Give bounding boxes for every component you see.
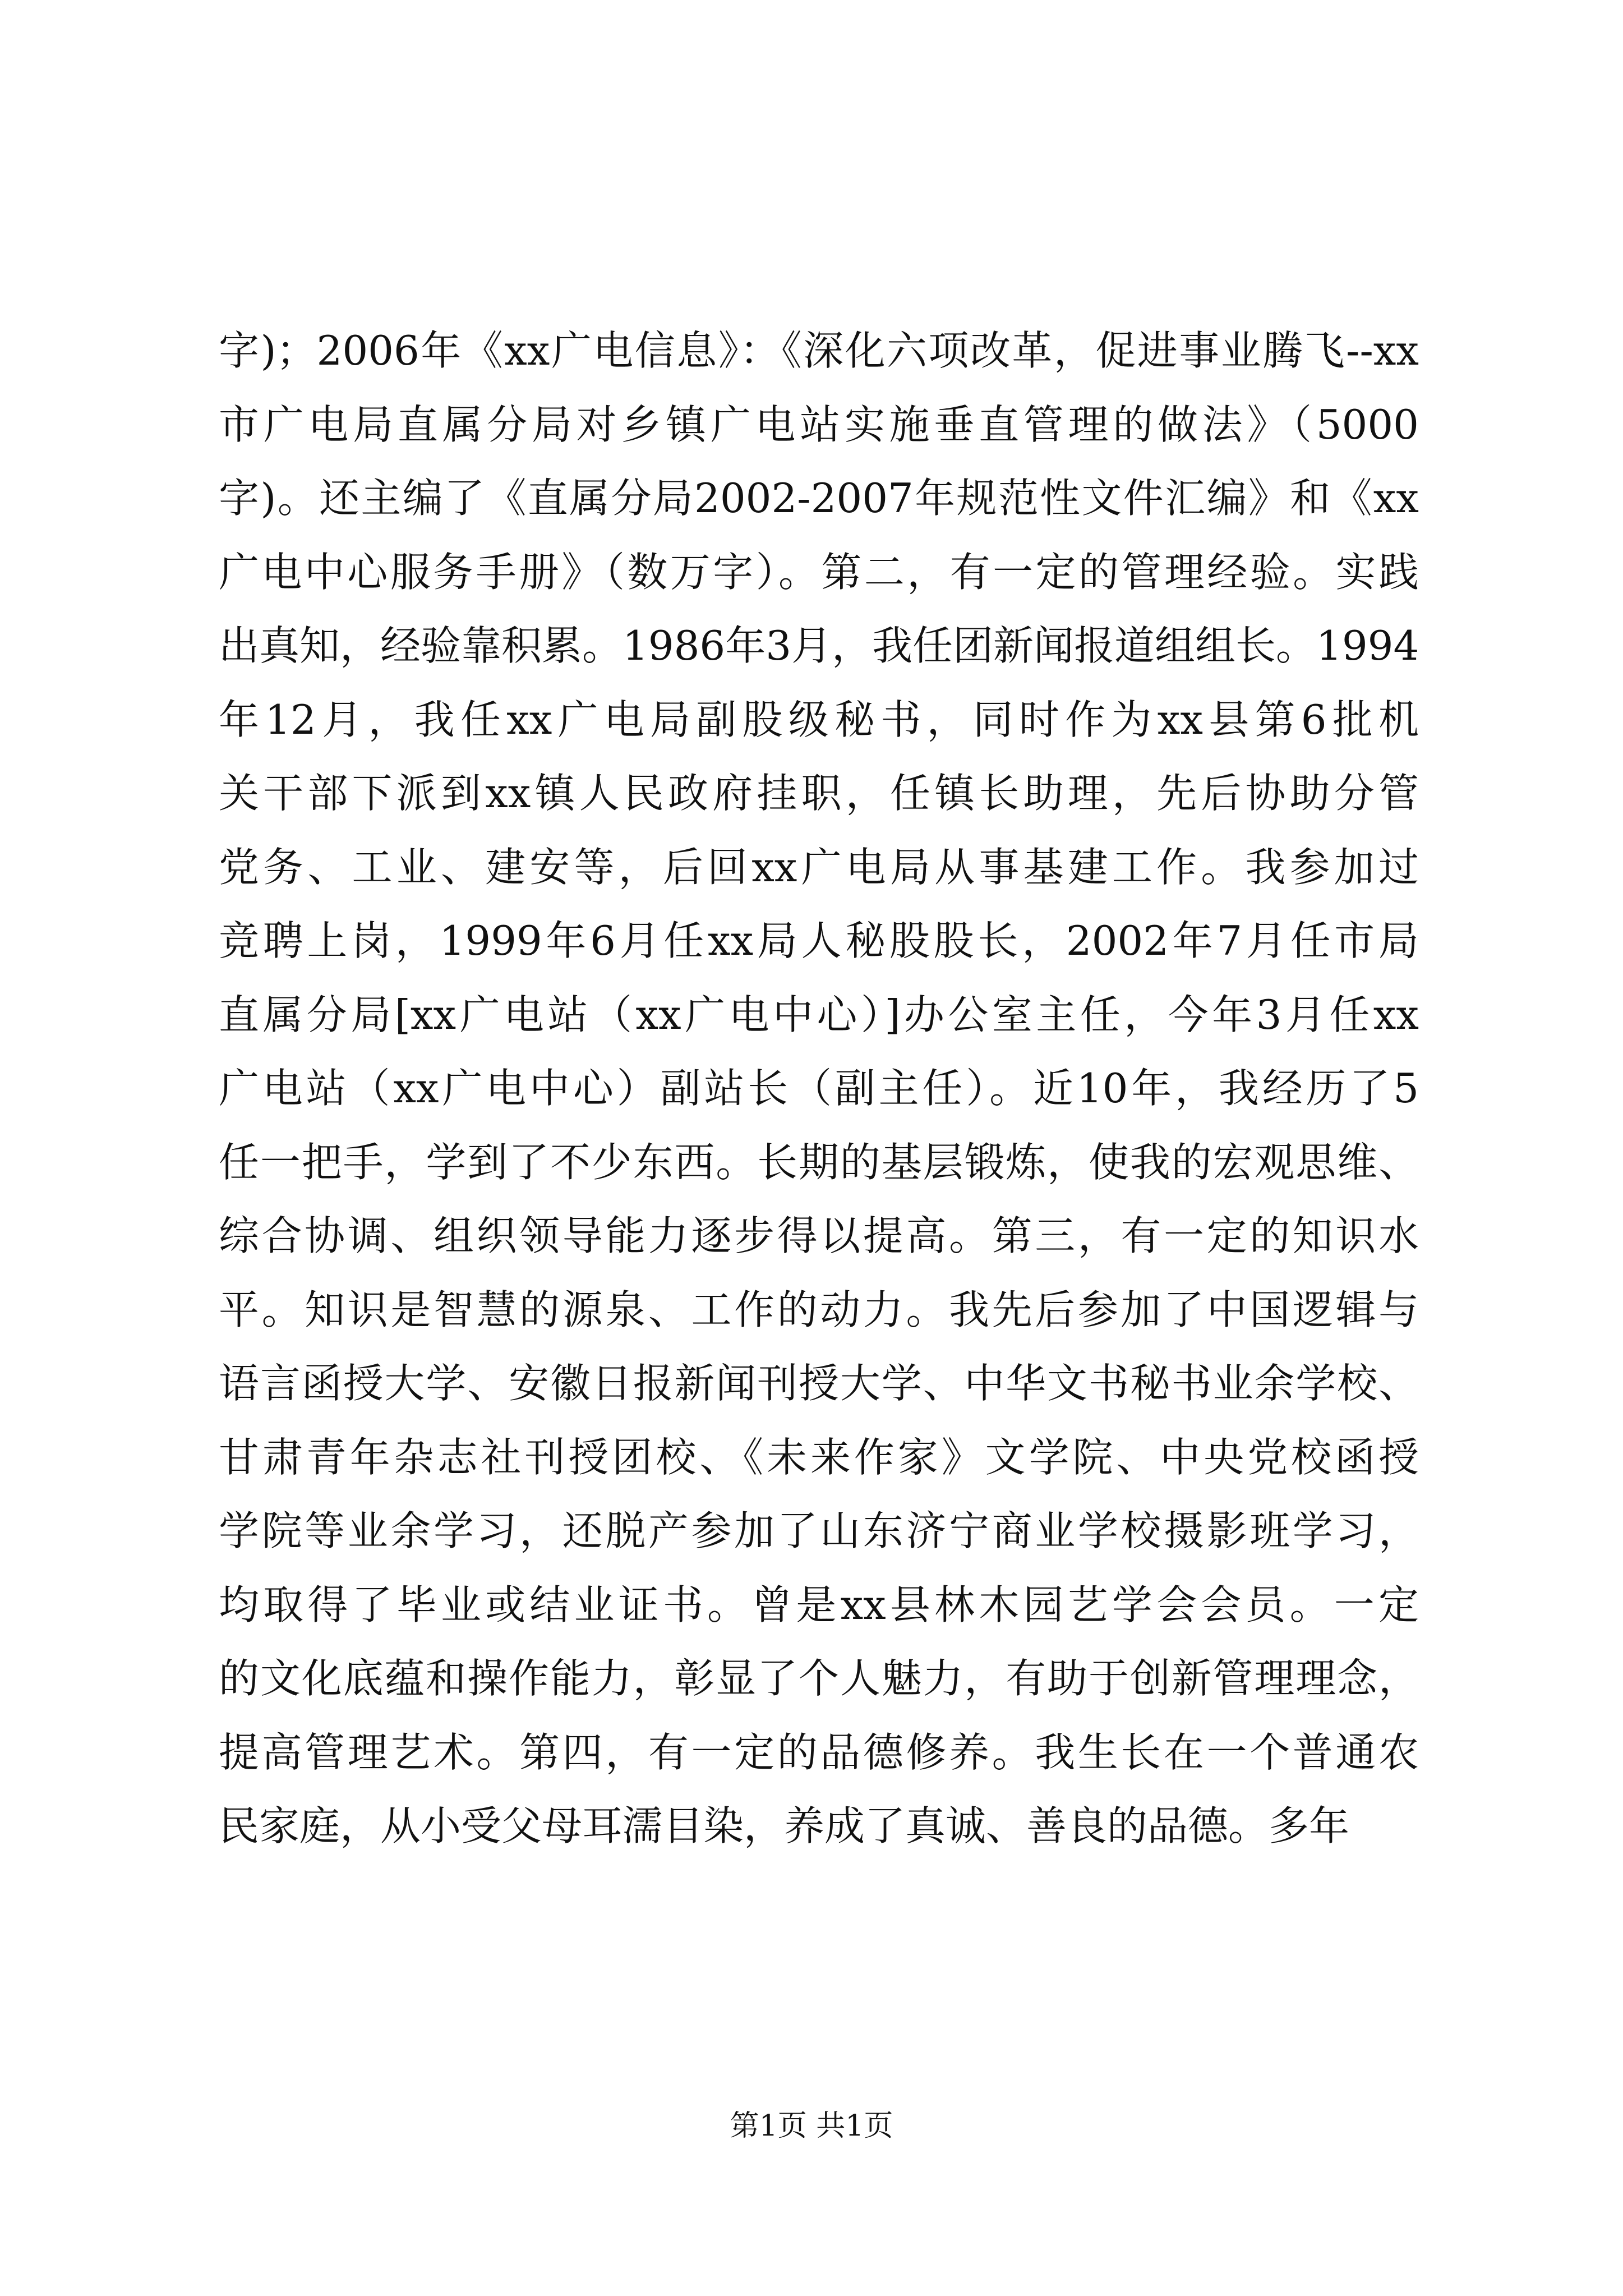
text-line: 提高管理艺术。第四，有一定的品德修养。我生长在一个普通农 [219,1728,1419,1776]
text-line: 甘肃青年杂志社刊授团校、《未来作家》文学院、中央党校函授 [219,1433,1419,1481]
text-line: 字)；2006年《xx广电信息》：《深化六项改革，促进事业腾飞--xx [219,327,1419,374]
text-line: 民家庭，从小受父母耳濡目染，养成了真诚、善良的品德。多年 [219,1802,1350,1849]
text-line: 的文化底蕴和操作能力，彰显了个人魅力，有助于创新管理理念， [219,1655,1419,1702]
text-line: 学院等业余学习，还脱产参加了山东济宁商业学校摄影班学习， [219,1507,1419,1554]
page-footer: 第1页 共1页 [730,2109,893,2143]
text-line: 党务、工业、建安等，后回xx广电局从事基建工作。我参加过 [219,843,1419,891]
text-line: 语言函授大学、安徽日报新闻刊授大学、中华文书秘书业余学校、 [219,1360,1419,1407]
text-line: 市广电局直属分局对乡镇广电站实施垂直管理的做法》（5000 [219,401,1419,448]
text-line: 竞聘上岗，1999年6月任xx局人秘股股长，2002年7月任市局 [219,917,1419,964]
text-line: 平。知识是智慧的源泉、工作的动力。我先后参加了中国逻辑与 [219,1286,1419,1333]
text-line: 任一把手，学到了不少东西。长期的基层锻炼，使我的宏观思维、 [219,1138,1419,1186]
text-line: 广电站（xx广电中心）副站长（副主任）。近10年，我经历了5 [219,1065,1419,1112]
text-line: 均取得了毕业或结业证书。曾是xx县林木园艺学会会员。一定 [219,1581,1419,1628]
text-line: 广电中心服务手册》（数万字）。第二，有一定的管理经验。实践 [219,548,1419,596]
text-line: 出真知，经验靠积累。1986年3月，我任团新闻报道组组长。1994 [219,622,1419,669]
text-line: 关干部下派到xx镇人民政府挂职，任镇长助理，先后协助分管 [219,770,1419,817]
text-line: 字)。还主编了《直属分局2002-2007年规范性文件汇编》和《xx [219,475,1419,522]
body-text [219,314,1419,1864]
text-line: 综合协调、组织领导能力逐步得以提高。第三，有一定的知识水 [219,1212,1419,1259]
text-line: 年12月，我任xx广电局副股级秘书，同时作为xx县第6批机 [219,696,1419,743]
text-line: 直属分局[xx广电站（xx广电中心）]办公室主任，今年3月任xx [219,991,1419,1038]
